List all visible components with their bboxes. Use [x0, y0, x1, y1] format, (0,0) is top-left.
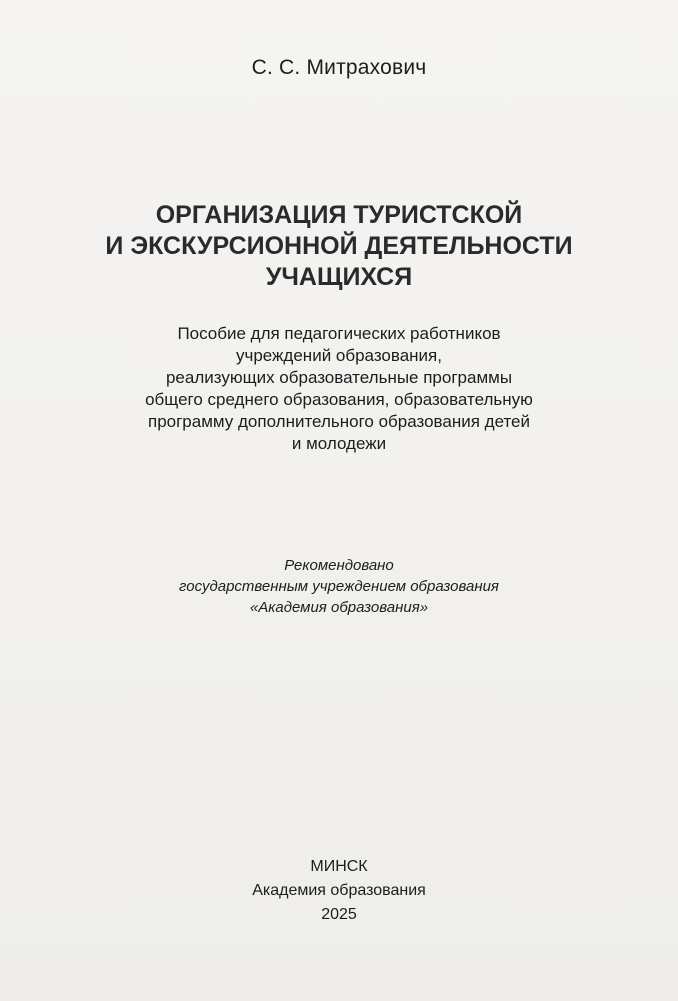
book-subtitle — [60, 323, 618, 455]
title-line: И ЭКСКУРСИОННОЙ ДЕЯТЕЛЬНОСТИ — [105, 232, 573, 260]
book-title — [40, 200, 638, 293]
subtitle-line: программу дополнительного образования детей — [147, 412, 531, 431]
author-name: С. С. Митрахович — [251, 56, 427, 79]
recommendation-note — [60, 555, 618, 618]
subtitle-line: реализующих образовательные программы — [165, 368, 513, 387]
publication-imprint — [0, 855, 678, 927]
imprint-publisher: Академия образования — [252, 882, 426, 899]
recommendation-line: Рекомендовано — [284, 557, 394, 574]
title-line: УЧАЩИХСЯ — [265, 263, 413, 291]
title-line: ОРГАНИЗАЦИЯ ТУРИСТСКОЙ — [155, 201, 523, 229]
subtitle-line: и молодежи — [291, 434, 387, 453]
subtitle-line: Пособие для педагогических работников — [177, 324, 501, 343]
imprint-year: 2025 — [321, 906, 357, 923]
recommendation-line: государственным учреждением образования — [179, 578, 499, 595]
subtitle-line: учреждений образования, — [235, 346, 442, 365]
recommendation-line: «Академия образования» — [249, 599, 429, 616]
subtitle-line: общего среднего образования, образовательную — [145, 390, 533, 409]
imprint-city: МИНСК — [310, 858, 368, 875]
